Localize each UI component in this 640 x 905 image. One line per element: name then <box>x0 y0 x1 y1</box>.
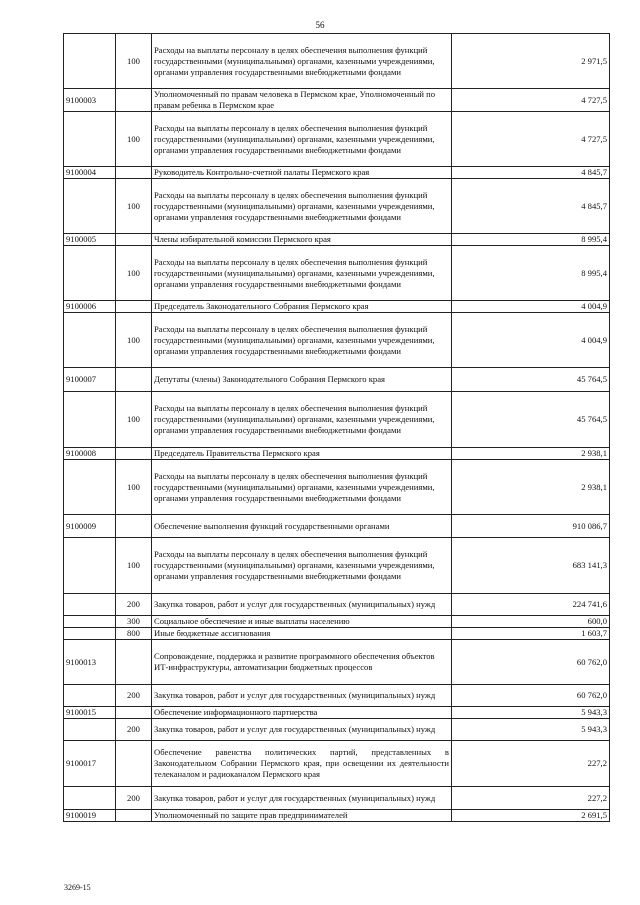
cell-target-code: 9100013 <box>64 640 116 685</box>
cell-expense-type <box>116 515 152 538</box>
table-row <box>64 448 610 460</box>
cell-target-code: 9100019 <box>64 810 116 822</box>
cell-name: Председатель Правительства Пермского края <box>152 448 452 460</box>
cell-expense-type: 100 <box>116 538 152 594</box>
cell-amount: 45 764,5 <box>452 368 610 392</box>
cell-name: Члены избирательной комиссии Пермского края <box>152 234 452 246</box>
cell-name: Уполномоченный по правам человека в Пермском крае, Уполномоченный по правам ребенка в Пермском крае <box>152 89 452 112</box>
cell-expense-type <box>116 448 152 460</box>
cell-expense-type: 200 <box>116 594 152 616</box>
cell-name: Закупка товаров, работ и услуг для государственных (муниципальных) нужд <box>152 685 452 707</box>
cell-expense-type: 100 <box>116 34 152 89</box>
page-number: 56 <box>315 20 325 30</box>
cell-amount: 8 995,4 <box>452 234 610 246</box>
cell-target-code: 9100009 <box>64 515 116 538</box>
cell-amount: 227,2 <box>452 741 610 787</box>
table-row <box>64 179 610 234</box>
cell-target-code: 9100004 <box>64 167 116 179</box>
cell-amount: 4 845,7 <box>452 167 610 179</box>
cell-target-code: 9100003 <box>64 89 116 112</box>
table-row <box>64 234 610 246</box>
cell-target-code <box>64 313 116 368</box>
table-row <box>64 741 610 787</box>
cell-expense-type: 100 <box>116 392 152 448</box>
cell-expense-type: 100 <box>116 112 152 167</box>
cell-name: Уполномоченный по защите прав предпринимателей <box>152 810 452 822</box>
cell-name: Расходы на выплаты персоналу в целях обеспечения выполнения функций государственными (муниципальными) органами, казенными учреждениями, органами управления государственными внебюджетными фондами <box>152 460 452 515</box>
cell-expense-type <box>116 368 152 392</box>
cell-amount: 45 764,5 <box>452 392 610 448</box>
cell-expense-type: 200 <box>116 685 152 707</box>
cell-amount: 600,0 <box>452 616 610 628</box>
cell-amount: 4 727,5 <box>452 89 610 112</box>
cell-amount: 2 938,1 <box>452 448 610 460</box>
cell-name: Обеспечение выполнения функций государственными органами <box>152 515 452 538</box>
cell-name: Закупка товаров, работ и услуг для государственных (муниципальных) нужд <box>152 719 452 741</box>
cell-name: Руководитель Контрольно-счетной палаты Пермского края <box>152 167 452 179</box>
cell-expense-type <box>116 234 152 246</box>
cell-name: Расходы на выплаты персоналу в целях обеспечения выполнения функций государственными (муниципальными) органами, казенными учреждениями, органами управления государственными внебюджетными фондами <box>152 34 452 89</box>
cell-name: Расходы на выплаты персоналу в целях обеспечения выполнения функций государственными (муниципальными) органами, казенными учреждениями, органами управления государственными внебюджетными фондами <box>152 246 452 301</box>
cell-expense-type: 100 <box>116 179 152 234</box>
table-row <box>64 810 610 822</box>
cell-amount: 2 691,5 <box>452 810 610 822</box>
cell-target-code: 9100008 <box>64 448 116 460</box>
cell-amount: 4 727,5 <box>452 112 610 167</box>
table-row <box>64 707 610 719</box>
cell-amount: 8 995,4 <box>452 246 610 301</box>
cell-expense-type <box>116 640 152 685</box>
cell-target-code: 9100017 <box>64 741 116 787</box>
cell-expense-type: 100 <box>116 246 152 301</box>
cell-name: Социальное обеспечение и иные выплаты населению <box>152 616 452 628</box>
cell-expense-type <box>116 89 152 112</box>
cell-target-code: 9100007 <box>64 368 116 392</box>
cell-amount: 2 971,5 <box>452 34 610 89</box>
table-row <box>64 167 610 179</box>
cell-expense-type: 100 <box>116 460 152 515</box>
cell-target-code <box>64 685 116 707</box>
cell-expense-type <box>116 707 152 719</box>
table-row <box>64 34 610 89</box>
cell-target-code <box>64 538 116 594</box>
cell-target-code <box>64 460 116 515</box>
table-row <box>64 685 610 707</box>
cell-amount: 2 938,1 <box>452 460 610 515</box>
table-row <box>64 719 610 741</box>
cell-name: Иные бюджетные ассигнования <box>152 628 452 640</box>
cell-name: Расходы на выплаты персоналу в целях обеспечения выполнения функций государственными (муниципальными) органами, казенными учреждениями, органами управления государственными внебюджетными фондами <box>152 112 452 167</box>
cell-name: Председатель Законодательного Собрания Пермского края <box>152 301 452 313</box>
cell-target-code <box>64 628 116 640</box>
cell-name: Расходы на выплаты персоналу в целях обеспечения выполнения функций государственными (муниципальными) органами, казенными учреждениями, органами управления государственными внебюджетными фондами <box>152 313 452 368</box>
cell-name: Расходы на выплаты персоналу в целях обеспечения выполнения функций государственными (муниципальными) органами, казенными учреждениями, органами управления государственными внебюджетными фондами <box>152 392 452 448</box>
cell-name: Закупка товаров, работ и услуг для государственных (муниципальных) нужд <box>152 594 452 616</box>
table-row <box>64 538 610 594</box>
cell-target-code <box>64 616 116 628</box>
table-row <box>64 640 610 685</box>
cell-amount: 60 762,0 <box>452 640 610 685</box>
table-row <box>64 112 610 167</box>
table-row <box>64 787 610 810</box>
cell-target-code <box>64 719 116 741</box>
cell-amount: 224 741,6 <box>452 594 610 616</box>
cell-target-code: 9100015 <box>64 707 116 719</box>
budget-table <box>63 33 610 822</box>
cell-amount: 60 762,0 <box>452 685 610 707</box>
cell-amount: 4 004,9 <box>452 313 610 368</box>
cell-expense-type: 100 <box>116 313 152 368</box>
cell-target-code: 9100005 <box>64 234 116 246</box>
cell-name: Закупка товаров, работ и услуг для государственных (муниципальных) нужд <box>152 787 452 810</box>
cell-amount: 5 943,3 <box>452 707 610 719</box>
table-row <box>64 616 610 628</box>
cell-expense-type <box>116 741 152 787</box>
cell-target-code <box>64 246 116 301</box>
cell-expense-type: 300 <box>116 616 152 628</box>
table-row <box>64 246 610 301</box>
cell-expense-type: 200 <box>116 787 152 810</box>
cell-expense-type <box>116 301 152 313</box>
table-row <box>64 313 610 368</box>
cell-expense-type: 200 <box>116 719 152 741</box>
cell-target-code <box>64 392 116 448</box>
table-row <box>64 628 610 640</box>
cell-amount: 4 845,7 <box>452 179 610 234</box>
cell-expense-type: 800 <box>116 628 152 640</box>
cell-amount: 1 603,7 <box>452 628 610 640</box>
cell-amount: 4 004,9 <box>452 301 610 313</box>
table-row <box>64 392 610 448</box>
table-row <box>64 368 610 392</box>
cell-amount: 5 943,3 <box>452 719 610 741</box>
table-row <box>64 594 610 616</box>
cell-amount: 683 141,3 <box>452 538 610 594</box>
cell-target-code <box>64 787 116 810</box>
cell-name: Обеспечение равенства политических партий, представленных в Законодательном Собрании Пермского края, при освещении их деятельности телеканалом и радиоканалом Пермского края <box>152 741 452 787</box>
cell-amount: 227,2 <box>452 787 610 810</box>
table-row <box>64 515 610 538</box>
cell-target-code <box>64 34 116 89</box>
cell-expense-type <box>116 810 152 822</box>
cell-expense-type <box>116 167 152 179</box>
cell-target-code <box>64 179 116 234</box>
cell-name: Расходы на выплаты персоналу в целях обеспечения выполнения функций государственными (муниципальными) органами, казенными учреждениями, органами управления государственными внебюджетными фондами <box>152 179 452 234</box>
cell-name: Расходы на выплаты персоналу в целях обеспечения выполнения функций государственными (муниципальными) органами, казенными учреждениями, органами управления государственными внебюджетными фондами <box>152 538 452 594</box>
footer-code: 3269-15 <box>64 883 91 892</box>
cell-target-code <box>64 112 116 167</box>
cell-target-code <box>64 594 116 616</box>
cell-target-code: 9100006 <box>64 301 116 313</box>
cell-amount: 910 086,7 <box>452 515 610 538</box>
cell-name: Депутаты (члены) Законодательного Собрания Пермского края <box>152 368 452 392</box>
table-row <box>64 89 610 112</box>
table-row <box>64 460 610 515</box>
cell-name: Обеспечение информационного партнерства <box>152 707 452 719</box>
cell-name: Сопровождение, поддержка и развитие программного обеспечения объектов ИТ-инфраструктуры, автоматизации бюджетных процессов <box>152 640 452 685</box>
table-row <box>64 301 610 313</box>
